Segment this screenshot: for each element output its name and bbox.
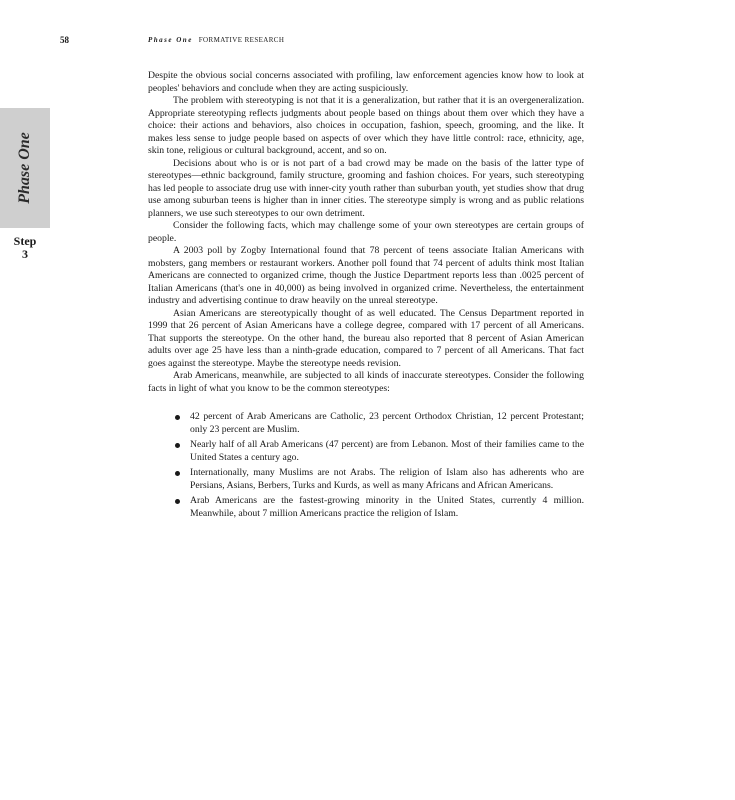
list-item (174, 495, 584, 520)
bullet-text: Nearly half of all Arab Americans (47 percent) are from Lebanon. Most of their families came to the United States a century ago. (190, 439, 584, 463)
phase-side-tab (0, 108, 50, 228)
bullet-icon (175, 443, 180, 448)
step-number: 3 (22, 247, 28, 261)
side-tab-label: Phase One (16, 132, 33, 204)
paragraph: Arab Americans, meanwhile, are subjected to all kinds of inaccurate stereotypes. Consider the following facts in light of what you know to be the common stereotypes: (148, 370, 584, 394)
bullet-text: 42 percent of Arab Americans are Catholic, 23 percent Orthodox Christian, 12 percent Protestant; only 23 percent are Muslim. (190, 411, 584, 435)
running-head-phase: Phase One (148, 36, 193, 44)
bullet-icon (175, 499, 180, 504)
list-item (174, 411, 584, 436)
paragraph: The problem with stereotyping is not that it is a generalization, but rather that it is an overgeneralization. Appropriate stereotyping reflects judgments about people based on things about them over which they have a choice: their actions and behaviors, also choices in occupation, fashion, speech, grooming, and the like. It makes less sense to judge people based on aspects of over which they have little control: race, ethnicity, age, skin tone, religious or cultural background, accent, and so on. (148, 95, 584, 156)
paragraph: A 2003 poll by Zogby International found that 78 percent of teens associate Italian Americans with mobsters, gang members or restaurant workers. Another poll found that 74 percent of adults think most Italian Americans are connected to organized crime, though the Justice Department reports less than .0025 percent of Italian Americans (that's one in 40,000) as being involved in organized crime. Nevertheless, the entertainment industry and advertising continue to draw heavily on the unreal stereotype. (148, 245, 584, 306)
running-head (148, 36, 284, 44)
bullet-text: Arab Americans are the fastest-growing minority in the United States, currently 4 million. Meanwhile, about 7 million Americans practice the religion of Islam. (190, 495, 584, 519)
page-number: 58 (60, 35, 69, 45)
paragraph: Decisions about who is or is not part of a bad crowd may be made on the basis of the latter type of stereotypes—ethnic background, family structure, grooming and fashion choices. For years, such stereotyping has led people to associate drug use with inner-city youth rather than suburban youth, yet studies show that drug use among suburban teens is higher than in inner cities. The stereotype simply is wrong and as public relations planners, we use such stereotypes to our own detriment. (148, 157, 584, 219)
list-item (174, 439, 584, 464)
body-text (148, 70, 584, 523)
fact-bullet-list (148, 411, 584, 520)
bullet-icon (175, 471, 180, 476)
list-item (174, 467, 584, 492)
paragraph: Consider the following facts, which may challenge some of your own stereotypes are certain groups of people. (148, 220, 584, 244)
paragraph: Asian Americans are stereotypically thought of as well educated. The Census Department reported in 1999 that 26 percent of Asian Americans have a college degree, compared with 17 percent of all Americans. That supports the stereotype. On the other hand, the bureau also reported that 8 percent of Asian American adults over age 25 have less than a ninth-grade education, compared to 7 percent of all Americans. That fact goes against the stereotype. Maybe the stereotype needs revision. (148, 307, 584, 369)
bullet-text: Internationally, many Muslims are not Arabs. The religion of Islam also has adherents who are Persians, Asians, Berbers, Turks and Kurds, as well as many Africans and African Americans. (190, 467, 584, 491)
bullet-icon (175, 415, 180, 420)
running-head-section: FORMATIVE RESEARCH (198, 36, 285, 44)
paragraph: Despite the obvious social concerns associated with profiling, law enforcement agencies know how to look at peoples' behaviors and conclude when they are acting suspiciously. (148, 70, 584, 94)
step-word: Step (13, 234, 37, 248)
step-label (8, 235, 42, 261)
